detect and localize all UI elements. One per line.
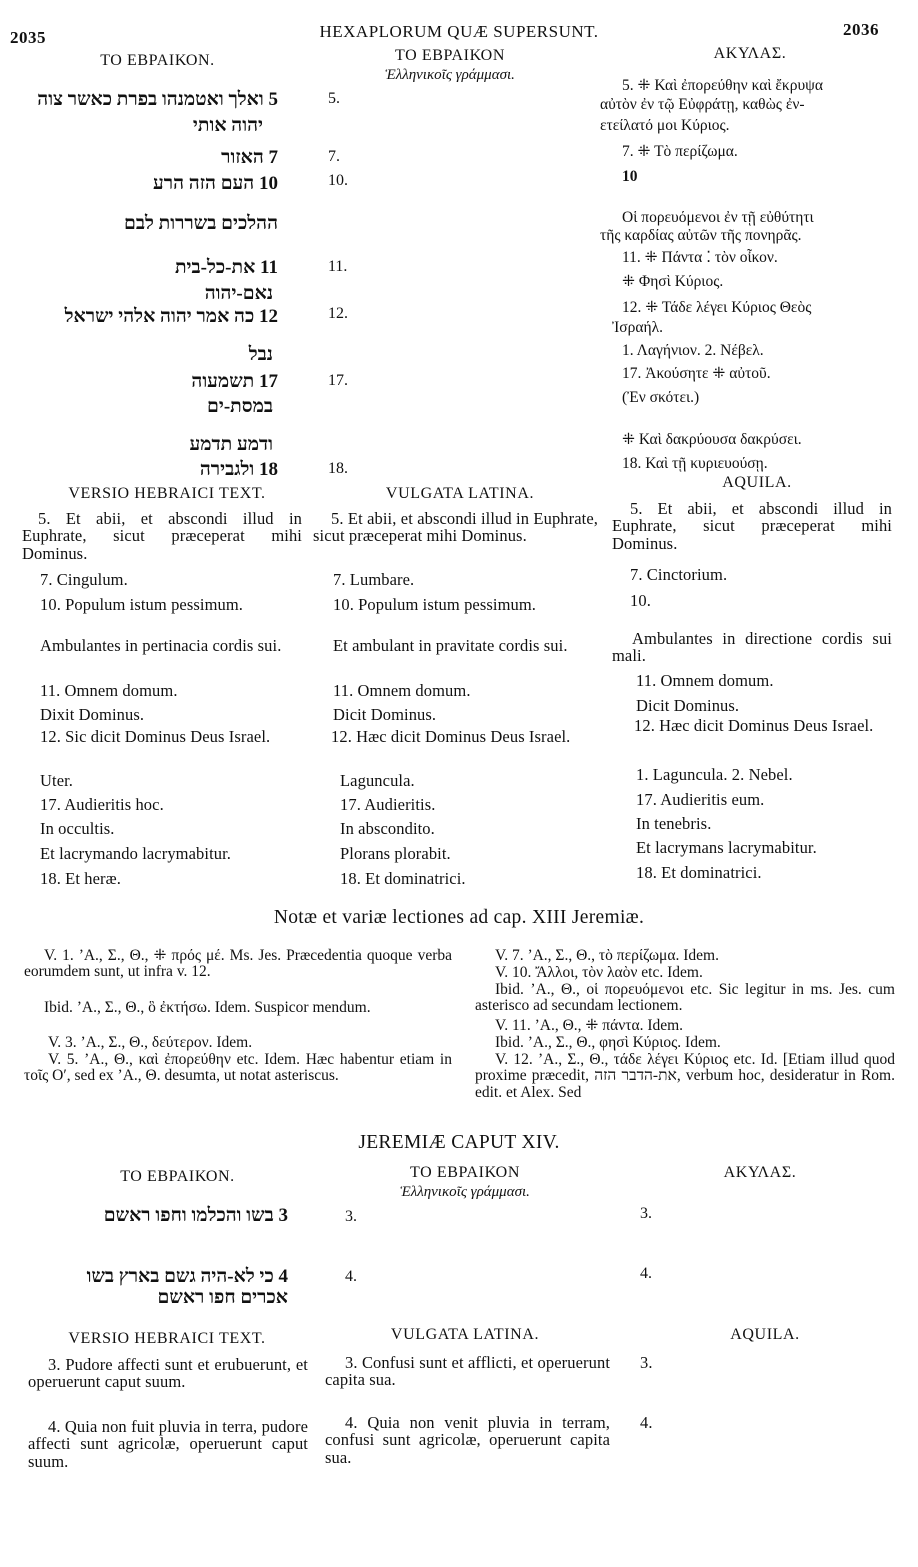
- vulgata-entry: Laguncula.: [340, 771, 415, 790]
- vulgata-entry: 5. Et abii, et abscondi illud in Euphrate, sicut præceperat mihi Dominus.: [313, 509, 598, 546]
- page-number-left: 2035: [10, 28, 46, 47]
- aquila-greek-line: 12. ⁜ Τάδε λέγει Κύριος Θεὸς: [622, 299, 812, 316]
- aquila-entry: 1. Laguncula. 2. Nebel.: [636, 765, 793, 784]
- note-right: Ibid. ’Α., Σ., Θ., φησὶ Κύριος. Idem.: [495, 1034, 721, 1051]
- translit-verse-number: 17.: [328, 372, 348, 389]
- translit-verse-number: 5.: [328, 90, 340, 107]
- aquila-greek-line: 1. Λαγήνιον. 2. Νέβελ.: [622, 342, 764, 359]
- page-number-right: 2036: [843, 20, 879, 39]
- aquila-entry: 3.: [640, 1353, 653, 1372]
- aquila-greek-line: ⁜ Καὶ δακρύουσα δακρύσει.: [622, 431, 802, 448]
- col-head-hebraikon-greek: ΤΟ ΕΒΡΑΙΚΟΝ: [410, 1164, 520, 1181]
- aquila-entry: Dicit Dominus.: [636, 696, 740, 715]
- col-head-aquila-greek: ΑΚΥΛΑΣ.: [713, 45, 787, 62]
- aquila-greek-line: ετείλατό μοι Κύριος.: [600, 117, 730, 134]
- versio-entry: In occultis.: [40, 819, 115, 838]
- hebrew-line: 7 האזור: [221, 147, 278, 168]
- hebrew-line: ודמע תדמע: [189, 434, 273, 455]
- aquila-greek-line: 5. ⁜ Καὶ ἐπορεύθην καὶ ἔκρυψα: [622, 77, 823, 94]
- hebrew-line: 10 העם הזה הרע: [153, 173, 278, 194]
- hebrew-line: נאם-יהוה: [204, 283, 273, 304]
- aquila-greek-line: Ἰσραήλ.: [612, 319, 663, 336]
- note-left: V. 1. ’Α., Σ., Θ., ⁜ πρός μέ. Ms. Jes. Præcedentia quoque verba eorumdem sunt, ut infra v. 12.: [24, 947, 452, 981]
- aquila-entry: 7. Cinctorium.: [630, 565, 728, 584]
- versio-entry: Dixit Dominus.: [40, 705, 145, 724]
- versio-entry: 11. Omnem domum.: [40, 681, 178, 700]
- translit-verse-number: 3.: [345, 1208, 357, 1225]
- versio-entry: Uter.: [40, 771, 74, 790]
- aquila-greek-verse-number: 3.: [640, 1205, 652, 1222]
- vulgata-entry: Plorans plorabit.: [340, 844, 451, 863]
- translit-verse-number: 10.: [328, 172, 348, 189]
- chapter-title: JEREMIÆ CAPUT XIV.: [358, 1132, 560, 1153]
- aquila-entry: 18. Et dominatrici.: [636, 863, 762, 882]
- versio-entry: 5. Et abii, et abscondi illud in Euphrate, sicut præceperat mihi Dominus.: [22, 509, 302, 563]
- hebrew-line: אכרים חפו ראשם: [157, 1287, 288, 1308]
- translit-verse-number: 18.: [328, 460, 348, 477]
- hebrew-line: 18 ולגבירה: [199, 459, 278, 480]
- aquila-greek-line: 10: [622, 168, 638, 185]
- aquila-greek-line: 18. Καὶ τῇ κυριευούσῃ.: [622, 455, 768, 472]
- versio-entry: Et lacrymando lacrymabitur.: [40, 844, 232, 863]
- translit-verse-number: 4.: [345, 1268, 357, 1285]
- vulgata-entry: 18. Et dominatrici.: [340, 869, 466, 888]
- vulgata-entry: In abscondito.: [340, 819, 435, 838]
- note-right: V. 11. ’Α., Θ., ⁜ πάντα. Idem.: [495, 1017, 684, 1034]
- running-title: HEXAPLORUM QUÆ SUPERSUNT.: [319, 22, 599, 41]
- note-left: V. 5. ’Α., Θ., καὶ ἐπορεύθην etc. Idem. Hæc habentur etiam in τοῖς Ο′, sed ex ’Α., Θ. desumta, ut notat asteriscus.: [24, 1051, 452, 1085]
- hebrew-line: 4 כי לא-היה גשם בארץ בשו: [86, 1266, 288, 1287]
- col-head-hebraikon-greek: ΤΟ ΕΒΡΑΙΚΟΝ: [395, 47, 505, 64]
- aquila-greek-line: ⁜ Φησὶ Κύριος.: [622, 273, 724, 290]
- hebrew-line: 11 את-כל-בית: [174, 257, 278, 278]
- hebrew-line: 12 כה אמר יהוה אלהי ישראל: [64, 306, 278, 327]
- versio-entry: 4. Quia non fuit pluvia in terra, pudore affecti sunt agricolæ, operuerunt caput suum.: [28, 1417, 308, 1471]
- aquila-greek-line: Οἱ πορευόμενοι ἐν τῇ εὐθύτητι: [622, 209, 814, 226]
- aquila-greek-line: 7. ⁜ Τὸ περίζωμα.: [622, 143, 738, 160]
- aquila-greek-line: (Ἐν σκότει.): [622, 389, 700, 406]
- vulgata-entry: 10. Populum istum pessimum.: [333, 595, 537, 614]
- hebrew-line: במסת-ים: [207, 396, 273, 417]
- col-head-hebraikon: ΤΟ ΕΒΡΑΙΚΟΝ.: [120, 1168, 235, 1185]
- hebrew-line: 5 ואלך ואטמנהו בפרת כאשר צוה: [37, 89, 278, 110]
- aquila-entry: 10.: [630, 591, 651, 610]
- versio-entry: 17. Audieritis hoc.: [40, 795, 164, 814]
- vulgata-entry: Dicit Dominus.: [333, 705, 437, 724]
- col-head-aquila: AQUILA.: [730, 1326, 800, 1343]
- aquila-entry: 4.: [640, 1413, 653, 1432]
- col-head-aquila-greek: ΑΚΥΛΑΣ.: [723, 1164, 797, 1181]
- hebrew-line: 3 בשו והכלמו וחפו ראשם: [103, 1205, 288, 1226]
- aquila-entry: Ambulantes in directione cordis sui mali.: [612, 629, 892, 666]
- hebrew-line: ההלכים בשררות לבם: [124, 213, 278, 234]
- vulgata-entry: 7. Lumbare.: [333, 570, 415, 589]
- hebrew-line: נבל: [248, 344, 273, 365]
- versio-entry: 3. Pudore affecti sunt et erubuerunt, et operuerunt caput suum.: [28, 1355, 308, 1392]
- note-right: V. 7. ’Α., Σ., Θ., τὸ περίζωμα. Idem.: [495, 947, 719, 964]
- aquila-greek-line: αὐτὸν ἐν τῷ Εὐφράτῃ, καθὼς ἐν-: [600, 96, 805, 113]
- aquila-entry: 5. Et abii, et abscondi illud in Euphrate, sicut præceperat mihi Dominus.: [612, 499, 892, 553]
- aquila-entry: 12. Hæc dicit Dominus Deus Israel.: [634, 716, 874, 735]
- col-head-aquila: AQUILA.: [722, 474, 792, 491]
- vulgata-entry: 4. Quia non venit pluvia in terram, confusi sunt agricolæ, operuerunt capita sua.: [325, 1413, 610, 1467]
- vulgata-entry: 3. Confusi sunt et afflicti, et operuerunt capita sua.: [325, 1353, 610, 1390]
- note-right: V. 10. Ἄλλοι, τὸν λαὸν etc. Idem.: [495, 964, 703, 981]
- aquila-entry: 11. Omnem domum.: [636, 671, 774, 690]
- versio-entry: 18. Et heræ.: [40, 869, 121, 888]
- note-right: V. 12. ’Α., Σ., Θ., τάδε λέγει Κύριος etc. Id. [Etiam illud quod proxime præcedit, את-הדבר הזה, verbum hoc, desideratur in Rom. edit. et Alex. Sed: [475, 1051, 895, 1101]
- aquila-greek-verse-number: 4.: [640, 1265, 652, 1282]
- aquila-entry: Et lacrymans lacrymabitur.: [636, 838, 817, 857]
- col-head-versio: VERSIO HEBRAICI TEXT.: [68, 1330, 266, 1347]
- vulgata-entry: 17. Audieritis.: [340, 795, 436, 814]
- col-head-vulgata: VULGATA LATINA.: [390, 1326, 540, 1343]
- hebrew-line: 17 תשמעוה: [191, 371, 278, 392]
- note-left: V. 3. ’Α., Σ., Θ., δεύτερον. Idem.: [48, 1034, 253, 1051]
- vulgata-entry: 11. Omnem domum.: [333, 681, 471, 700]
- translit-verse-number: 7.: [328, 148, 340, 165]
- col-subhead-greek-letters: Ἑλληνικοῖς γράμμασι.: [385, 67, 515, 83]
- aquila-entry: In tenebris.: [636, 814, 712, 833]
- hebrew-line: יהוה אותי: [192, 115, 263, 136]
- aquila-greek-line: τῆς καρδίας αὐτῶν τῆς πονηρᾶς.: [600, 227, 802, 244]
- versio-entry: Ambulantes in pertinacia cordis sui.: [40, 636, 282, 655]
- vulgata-entry: Et ambulant in pravitate cordis sui.: [333, 636, 568, 655]
- note-left: Ibid. ’Α., Σ., Θ., ὃ ἐκτήσω. Idem. Suspicor mendum.: [44, 999, 371, 1016]
- aquila-greek-line: 11. ⁜ Πάντα ⁚ τὸν οἶκον.: [622, 249, 778, 266]
- aquila-entry: 17. Audieritis eum.: [636, 790, 765, 809]
- vulgata-entry: 12. Hæc dicit Dominus Deus Israel.: [331, 727, 571, 746]
- translit-verse-number: 11.: [328, 258, 348, 275]
- col-head-hebraikon: ΤΟ ΕΒΡΑΙΚΟΝ.: [100, 52, 215, 69]
- col-head-versio: VERSIO HEBRAICI TEXT.: [68, 485, 266, 502]
- versio-entry: 10. Populum istum pessimum.: [40, 595, 244, 614]
- col-subhead-greek-letters: Ἑλληνικοῖς γράμμασι.: [400, 1184, 530, 1200]
- note-right: Ibid. ’Α., Θ., οἱ πορευόμενοι etc. Sic legitur in ms. Jes. cum asterisco ad secundam lectionem.: [475, 981, 895, 1015]
- notes-title: Notæ et variæ lectiones ad cap. XIII Jeremiæ.: [273, 907, 645, 928]
- aquila-greek-line: 17. Ἀκούσητε ⁜ αὐτοῦ.: [622, 365, 771, 382]
- col-head-vulgata: VULGATA LATINA.: [385, 485, 535, 502]
- versio-entry: 12. Sic dicit Dominus Deus Israel.: [40, 727, 271, 746]
- translit-verse-number: 12.: [328, 305, 348, 322]
- versio-entry: 7. Cingulum.: [40, 570, 128, 589]
